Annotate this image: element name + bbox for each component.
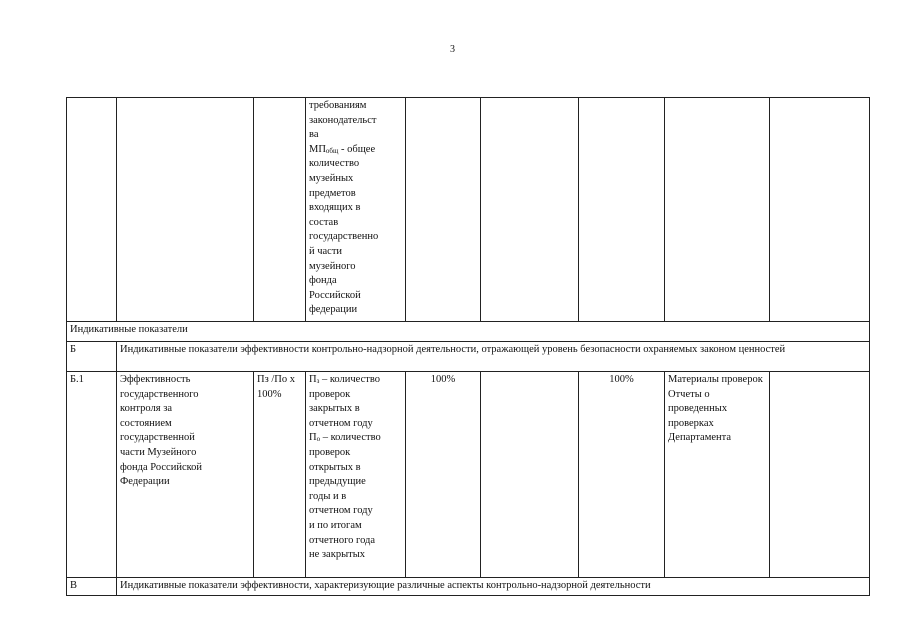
section-b-title: Индикативные показатели эффективности контрольно-надзорной деятельности, отражающей уровень безопасности охраняемых законом ценностей [117, 342, 870, 372]
cell-notes [770, 98, 870, 322]
b1-notes [770, 372, 870, 578]
b1-actual-value: 100% [579, 372, 665, 578]
b1-target-value: 100% [406, 372, 481, 578]
b1-code: Б.1 [67, 372, 117, 578]
cell-name [117, 98, 254, 322]
section-indicative-label: Индикативные показатели [67, 322, 870, 342]
cell-col6 [481, 98, 579, 322]
b1-name: Эффективность государственного контроля за состоянием государственной части Музейного фонда Российской Федерации [117, 372, 254, 578]
cell-source [665, 98, 770, 322]
b1-formula-description: $П_з$ – количество проверок закрытых в отчетном году $П_о$ – количество проверок открытых в предыдущие годы и в отчетном году и по итогам отчетного года не закрытых [306, 372, 406, 578]
section-row-b [67, 342, 870, 372]
cell-formula-description: требованиям законодательст ва $МП_{общ}$ - общее количество музейных предметов входящих в состав государственно й части музейного фонда Российской федерации [306, 98, 406, 322]
indicators-table [66, 97, 870, 596]
table-row-continued [67, 98, 870, 322]
section-row-indicative [67, 322, 870, 342]
section-v-title: Индикативные показатели эффективности, характеризующие различные аспекты контрольно-надзорной деятельности [117, 578, 870, 596]
cell-code [67, 98, 117, 322]
section-row-v [67, 578, 870, 596]
page-number: 3 [450, 44, 455, 55]
b1-formula: Пз /По х 100% [254, 372, 306, 578]
cell-target [406, 98, 481, 322]
b1-col6 [481, 372, 579, 578]
b1-source: Материалы проверок Отчеты о проведенных проверках Департамента [665, 372, 770, 578]
section-v-code: В [67, 578, 117, 596]
cell-actual [579, 98, 665, 322]
section-b-code: Б [67, 342, 117, 372]
table-row-b1 [67, 372, 870, 578]
cell-formula [254, 98, 306, 322]
